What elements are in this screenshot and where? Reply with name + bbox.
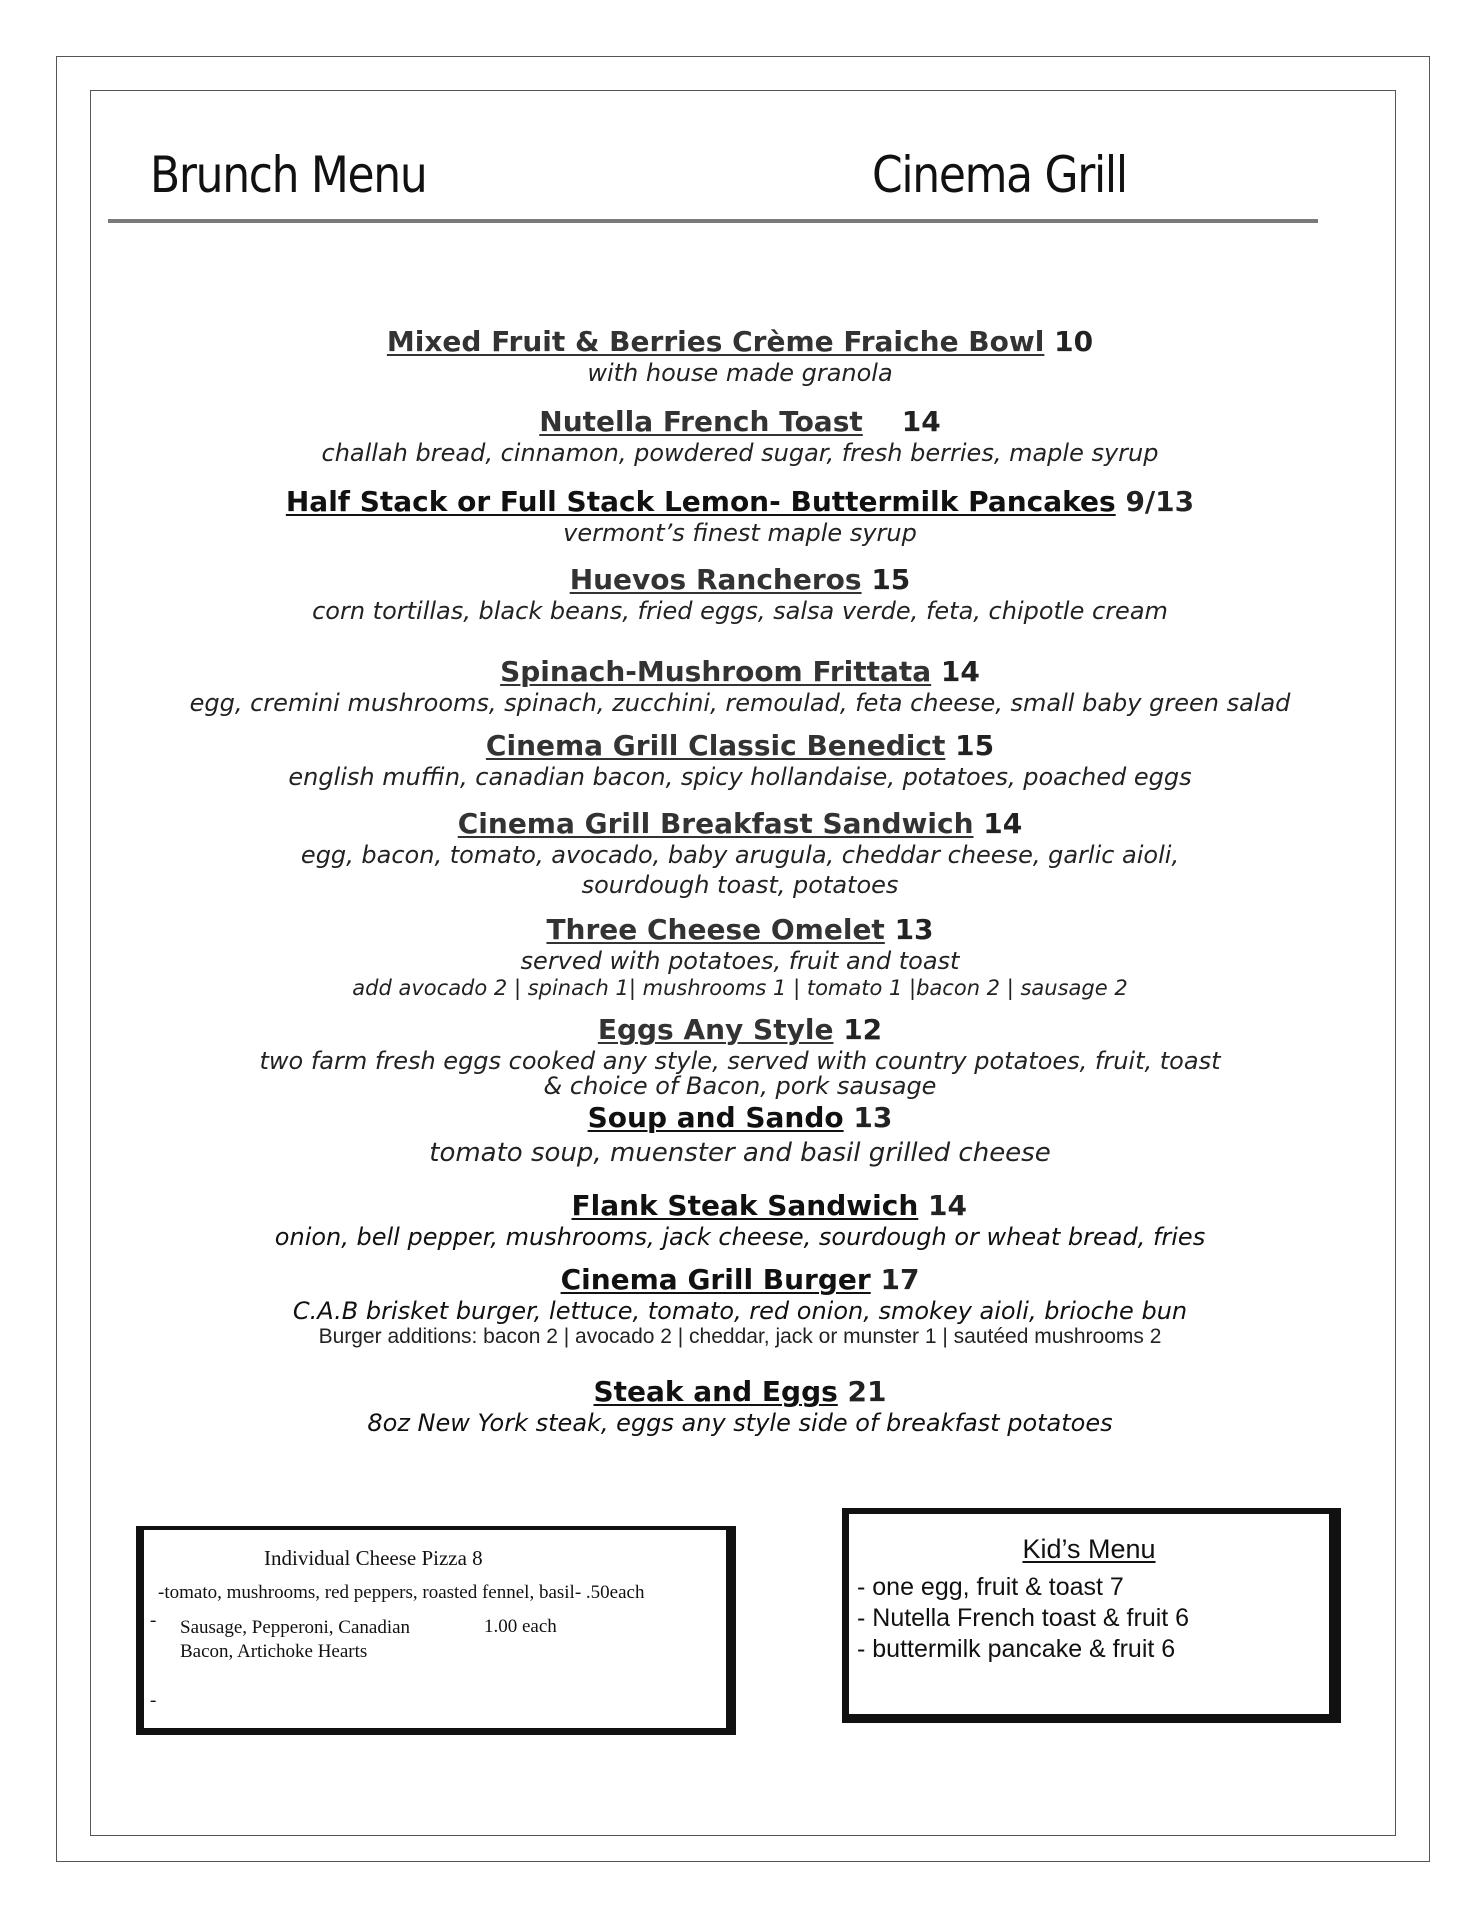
- pizza-bullet: -: [150, 1690, 157, 1711]
- item-name: Spinach-Mushroom Frittata: [500, 655, 932, 688]
- pizza-bullet: -: [150, 1610, 157, 1631]
- item-name: Three Cheese Omelet: [546, 913, 885, 946]
- item-description: english muffin, canadian bacon, spicy hollandaise, potatoes, poached eggs: [288, 763, 1192, 791]
- item-description: with house made granola: [587, 359, 893, 387]
- item-price: 14: [983, 807, 1023, 840]
- menu-item: [150, 485, 1330, 547]
- item-name: Eggs Any Style: [597, 1013, 834, 1046]
- item-price: 9/13: [1125, 485, 1195, 518]
- list-item: - one egg, fruit & toast 7: [857, 1573, 1124, 1601]
- item-name: Mixed Fruit & Berries Crème Fraiche Bowl: [386, 325, 1045, 358]
- item-name: Cinema Grill Classic Benedict: [485, 729, 946, 762]
- menu-item: [150, 807, 1330, 899]
- item-description: 8oz New York steak, eggs any style side of breakfast potatoes: [367, 1409, 1113, 1437]
- item-description: sourdough toast, potatoes: [581, 871, 899, 899]
- item-price: 15: [955, 729, 995, 762]
- item-description: corn tortillas, black beans, fried eggs, salsa verde, feta, chipotle cream: [312, 597, 1168, 625]
- restaurant-name-heading: Cinema Grill: [872, 146, 1127, 204]
- menu-item: [150, 405, 1330, 467]
- menu-item: [150, 1375, 1330, 1437]
- item-description: two farm fresh eggs cooked any style, served with country potatoes, fruit, toast: [259, 1047, 1221, 1075]
- menu-item: [150, 729, 1330, 791]
- item-description: C.A.B brisket burger, lettuce, tomato, red onion, smokey aioli, brioche bun: [292, 1297, 1188, 1325]
- item-name: Cinema Grill Burger: [560, 1263, 871, 1296]
- item-price: 14: [940, 655, 980, 688]
- item-description: egg, cremini mushrooms, spinach, zucchini, remoulad, feta cheese, small baby green salad: [189, 689, 1291, 717]
- pizza-toppings-meat: Sausage, Pepperoni, Canadian Bacon, Artichoke Hearts: [180, 1617, 411, 1662]
- item-name: Flank Steak Sandwich: [571, 1189, 919, 1222]
- header-divider: [108, 219, 1318, 223]
- item-price: 13: [894, 913, 934, 946]
- menu-item: [150, 655, 1330, 717]
- item-name: Huevos Rancheros: [569, 563, 862, 596]
- item-price: 21: [847, 1375, 887, 1408]
- item-name: Cinema Grill Breakfast Sandwich: [457, 807, 974, 840]
- item-description: egg, bacon, tomato, avocado, baby arugula, cheddar cheese, garlic aioli,: [300, 841, 1180, 869]
- brunch-menu-heading: Brunch Menu: [150, 146, 427, 204]
- kids-menu-list: [857, 1572, 1189, 1665]
- item-price: 17: [880, 1263, 920, 1296]
- item-name: Half Stack or Full Stack Lemon- Buttermilk Pancakes: [285, 485, 1116, 518]
- item-price: 10: [1054, 325, 1094, 358]
- item-description: onion, bell pepper, mushrooms, jack cheese, sourdough or wheat bread, fries: [274, 1223, 1206, 1251]
- menu-item: [150, 913, 1330, 1001]
- item-price: 13: [853, 1101, 893, 1134]
- pizza-title: Individual Cheese Pizza 8: [264, 1546, 483, 1570]
- kids-menu-box: [842, 1508, 1341, 1723]
- kids-menu-title: Kid’s Menu: [1022, 1534, 1156, 1564]
- item-name: Soup and Sando: [587, 1101, 844, 1134]
- item-description: & choice of Bacon, pork sausage: [543, 1072, 937, 1100]
- item-description: challah bread, cinnamon, powdered sugar, fresh berries, maple syrup: [321, 439, 1159, 467]
- menu-item: [150, 1189, 1330, 1251]
- menu-item: [150, 325, 1330, 387]
- item-price: 14: [928, 1189, 967, 1222]
- list-item: - buttermilk pancake & fruit 6: [857, 1635, 1176, 1663]
- pizza-toppings-veg: -tomato, mushrooms, red peppers, roasted fennel, basil- .50each: [158, 1582, 645, 1603]
- item-name: Nutella French Toast: [539, 405, 863, 438]
- menu-item: [150, 1263, 1330, 1349]
- menu-items: [150, 325, 1330, 1437]
- pizza-box: [136, 1526, 736, 1735]
- item-description: vermont’s finest maple syrup: [563, 519, 917, 547]
- item-addons: add avocado 2 | spinach 1| mushrooms 1 | tomato 1 |bacon 2 | sausage 2: [352, 976, 1128, 1000]
- item-price: 14: [901, 405, 941, 438]
- item-description: served with potatoes, fruit and toast: [520, 947, 960, 975]
- item-description: tomato soup, muenster and basil grilled cheese: [429, 1138, 1051, 1168]
- menu-item: [150, 1101, 1330, 1167]
- list-item: - Nutella French toast & fruit 6: [857, 1604, 1190, 1632]
- item-price: 15: [871, 563, 911, 596]
- menu-item: [150, 563, 1330, 625]
- item-name: Steak and Eggs: [593, 1375, 838, 1408]
- item-price: 12: [843, 1013, 883, 1046]
- pizza-meat-price: 1.00 each: [484, 1616, 557, 1637]
- burger-additions: Burger additions: bacon 2 | avocado 2 | cheddar, jack or munster 1 | sautéed mushrooms 2: [318, 1325, 1162, 1348]
- menu-item: [150, 1013, 1330, 1100]
